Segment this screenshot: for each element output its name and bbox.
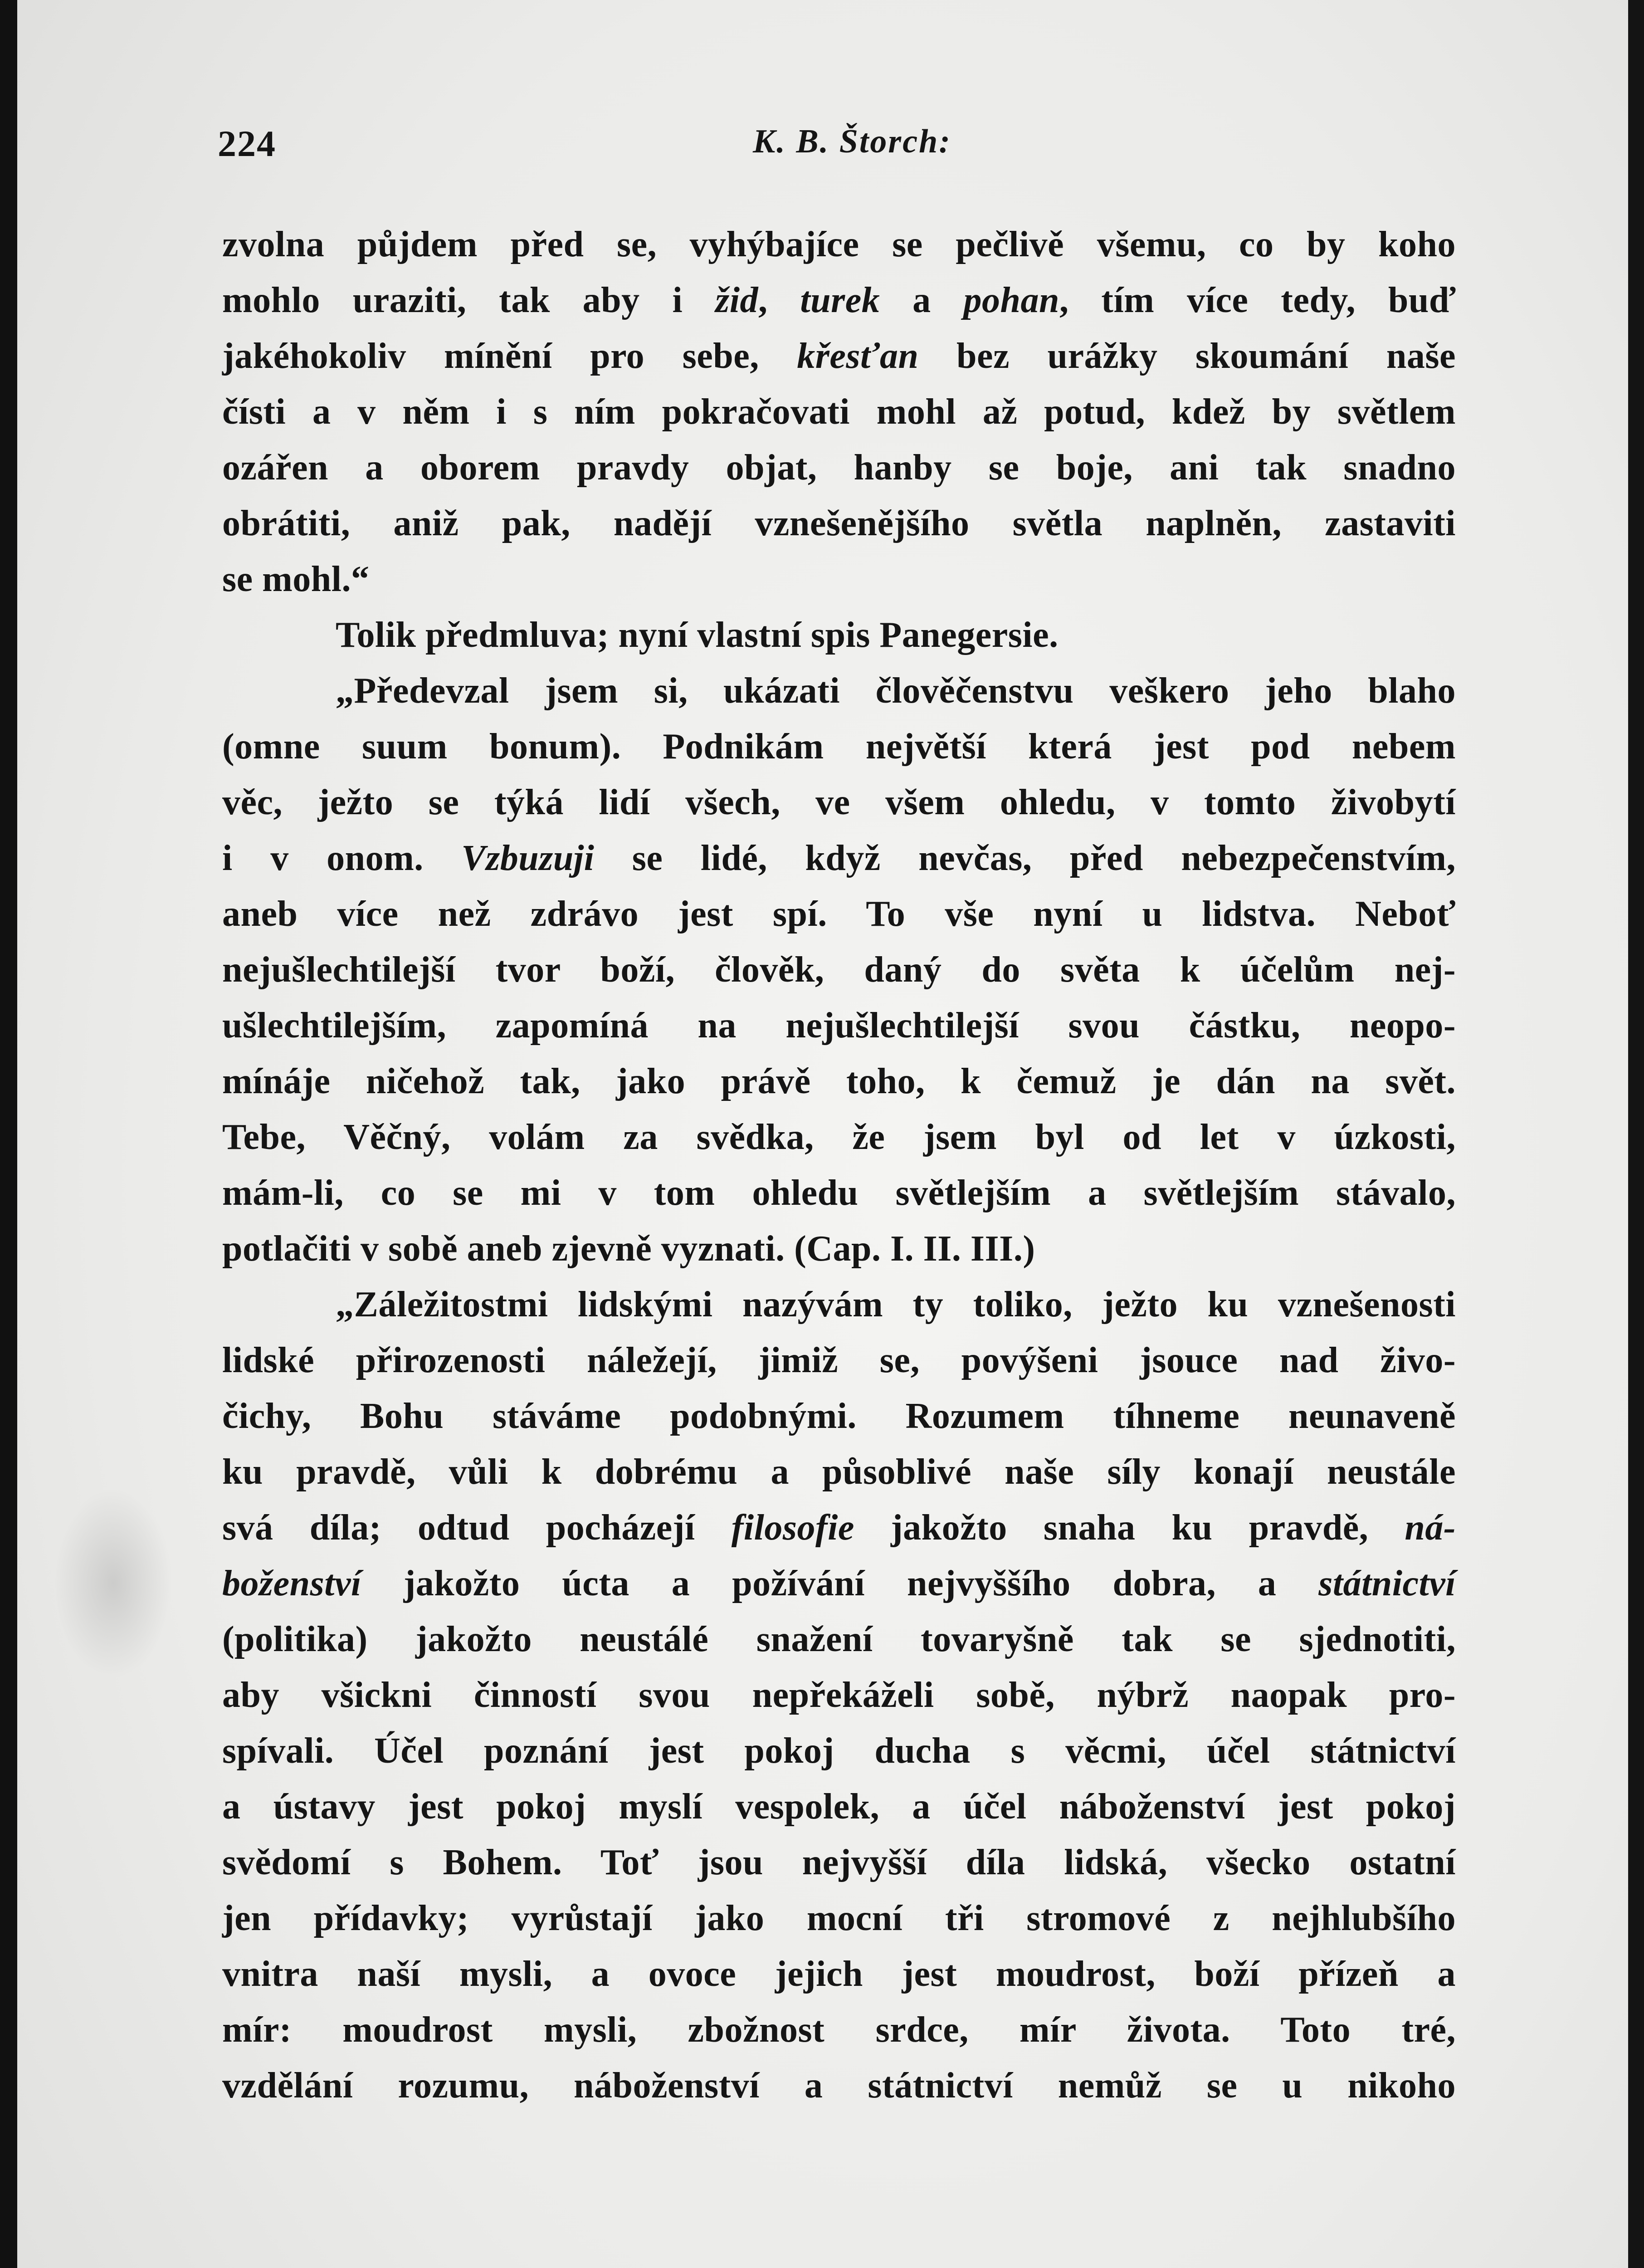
page-number: 224 [218, 123, 276, 164]
text-line: svá díla; odtud pocházejí filosofie jakožto snaha ku pravdě, ná- [222, 1508, 1456, 1548]
text-line: jen přídavky; vyrůstají jako mocní tři stromové z nejhlubšího [222, 1898, 1456, 1938]
text-line: mohlo uraziti, tak aby i žid, turek a pohan, tím více tedy, buď [222, 280, 1456, 320]
text-line: jakéhokoliv mínění pro sebe, křesťan bez urážky skoumání naše [222, 336, 1456, 376]
body-text [222, 217, 1456, 2268]
page-stain [54, 1488, 172, 1678]
text-line: aby všickni činností svou nepřekáželi sobě, nýbrž naopak pro- [222, 1675, 1456, 1715]
text-line: čísti a v něm i s ním pokračovati mohl až potud, kdež by světlem [222, 392, 1456, 432]
text-line: ozářen a oborem pravdy objat, hanby se boje, ani tak snadno [222, 448, 1456, 488]
text-line: „Předevzal jsem si, ukázati člověčenstvu veškero jeho blaho [336, 671, 1456, 711]
text-line: vzdělání rozumu, náboženství a státnictví nemůž se u nikoho [222, 2066, 1456, 2106]
scan-left-border [0, 0, 17, 2268]
page-header [218, 122, 1460, 177]
text-line: se mohl.“ [222, 559, 370, 599]
text-line: i v onom. Vzbuzuji se lidé, když nevčas, před nebezpečenstvím, [222, 838, 1456, 878]
text-line: zvolna půjdem před se, vyhýbajíce se pečlivě všemu, co by koho [222, 225, 1456, 264]
text-line: věc, ježto se týká lidí všech, ve všem ohledu, v tomto živobytí [222, 782, 1456, 822]
text-line: svědomí s Bohem. Toť jsou nejvyšší díla lidská, všecko ostatní [222, 1843, 1456, 1882]
text-line: (omne suum bonum). Podnikám největší která jest pod nebem [222, 727, 1456, 767]
text-line: nejušlechtilejší tvor boží, člověk, daný do světa k účelům nej- [222, 950, 1456, 990]
text-line: (politika) jakožto neustálé snažení tovaryšně tak se sjednotiti, [222, 1619, 1456, 1659]
text-line: boženství jakožto úcta a požívání nejvyššího dobra, a státnictví [222, 1564, 1456, 1603]
text-line: Tebe, Věčný, volám za svědka, že jsem byl od let v úzkosti, [222, 1117, 1456, 1157]
text-line: „Záležitostmi lidskými nazývám ty toliko, ježto ku vznešenosti [336, 1285, 1456, 1325]
text-line: mám-li, co se mi v tom ohledu světlejším a světlejším stávalo, [222, 1173, 1456, 1213]
text-line: aneb více než zdrávo jest spí. To vše nyní u lidstva. Neboť [222, 894, 1456, 934]
text-line: Tolik předmluva; nyní vlastní spis Panegersie. [336, 615, 1059, 655]
text-line: ušlechtilejším, zapomíná na nejušlechtilejší svou částku, neopo- [222, 1006, 1456, 1046]
running-head: K. B. Štorch: [753, 123, 951, 160]
text-line: čichy, Bohu stáváme podobnými. Rozumem tíhneme neunaveně [222, 1396, 1456, 1436]
text-line: ku pravdě, vůli k dobrému a působlivé naše síly konají neustále [222, 1452, 1456, 1492]
text-line: obrátiti, aniž pak, nadějí vznešenějšího světla naplněn, zastaviti [222, 503, 1456, 543]
text-line: mír: moudrost mysli, zbožnost srdce, mír života. Toto tré, [222, 2010, 1456, 2050]
text-line: potlačiti v sobě aneb zjevně vyznati. (Cap. I. II. III.) [222, 1229, 1035, 1269]
text-line: mínáje ničehož tak, jako právě toho, k čemuž je dán na svět. [222, 1061, 1456, 1101]
text-line: spívali. Účel poznání jest pokoj ducha s věcmi, účel státnictví [222, 1731, 1456, 1771]
scan-right-border [1628, 0, 1644, 2268]
text-line: vnitra naší mysli, a ovoce jejich jest moudrost, boží přízeň a [222, 1954, 1456, 1994]
text-line: lidské přirozenosti náležejí, jimiž se, povýšeni jsouce nad živo- [222, 1340, 1456, 1380]
text-line: a ústavy jest pokoj myslí vespolek, a účel náboženství jest pokoj [222, 1787, 1456, 1827]
